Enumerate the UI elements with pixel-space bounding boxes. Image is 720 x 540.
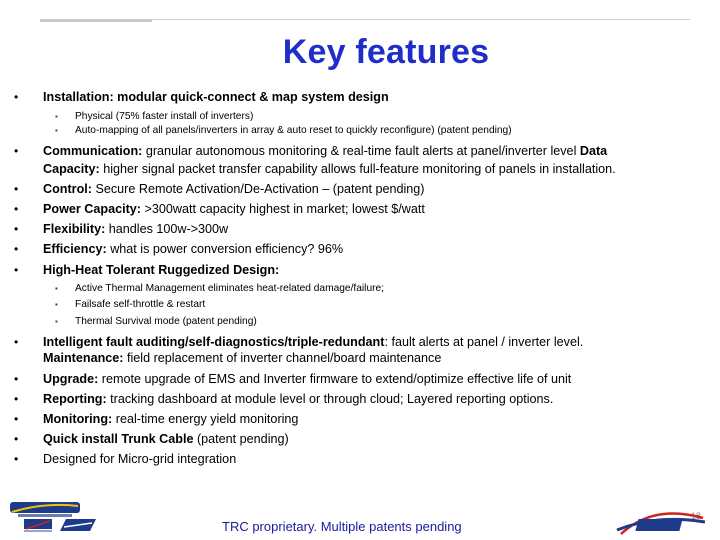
bullet-monitoring: • Monitoring: real-time energy yield monitoring bbox=[14, 412, 299, 426]
bullet-icon: • bbox=[14, 335, 19, 349]
bullet-icon: ▪ bbox=[55, 126, 58, 135]
footer-proprietary-notice: TRC proprietary. Multiple patents pending bbox=[222, 519, 462, 534]
bullet-icon: • bbox=[14, 202, 19, 216]
bullet-micro-grid: • Designed for Micro-grid integration bbox=[14, 452, 237, 466]
bullet-icon: • bbox=[14, 90, 19, 104]
page-number: 18 bbox=[691, 511, 702, 521]
bullet-power-capacity: • Power Capacity: >300watt capacity highest in market; lowest $/watt bbox=[14, 202, 425, 216]
bullet-icon: • bbox=[14, 372, 19, 386]
sub-bullet-auto-mapping: ▪ Auto-mapping of all panels/inverters in array & auto reset to quickly reconfigure) (patent pending) bbox=[55, 125, 512, 136]
bullet-flexibility: • Flexibility: handles 100w->300w bbox=[14, 222, 229, 236]
bullet-icon: • bbox=[14, 452, 19, 466]
bullet-icon: • bbox=[14, 432, 19, 446]
bullet-icon: • bbox=[14, 222, 19, 236]
bullet-icon: • bbox=[14, 144, 19, 158]
sub-bullet-thermal-survival: ▪ Thermal Survival mode (patent pending) bbox=[55, 316, 257, 327]
bullet-control: • Control: Secure Remote Activation/De-Activation – (patent pending) bbox=[14, 182, 425, 196]
bullet-icon: • bbox=[14, 392, 19, 406]
bullet-icon: • bbox=[14, 182, 19, 196]
cci-logo bbox=[58, 516, 98, 534]
bullet-icon: ▪ bbox=[55, 317, 58, 326]
bullet-icon: ▪ bbox=[55, 284, 58, 293]
bullet-upgrade: • Upgrade: remote upgrade of EMS and Inverter firmware to extend/optimize effective life of unit bbox=[14, 372, 572, 386]
bullet-installation: • Installation: modular quick-connect & map system design bbox=[14, 90, 389, 104]
bullet-reporting: • Reporting: tracking dashboard at module level or through cloud; Layered reporting options. bbox=[14, 392, 554, 406]
bullet-high-heat: • High-Heat Tolerant Ruggedized Design: bbox=[14, 263, 280, 277]
bullet-icon: • bbox=[14, 242, 19, 256]
bullet-icon: ▪ bbox=[55, 112, 58, 121]
bullet-efficiency: • Efficiency: what is power conversion efficiency? 96% bbox=[14, 242, 344, 256]
bullet-communication-line2: Capacity: higher signal packet transfer capability allows full-feature monitoring of panels in installation. bbox=[43, 162, 616, 176]
slide-title: Key features bbox=[282, 33, 490, 71]
bullet-maintenance: Maintenance: field replacement of inverter channel/board maintenance bbox=[43, 351, 442, 365]
bullet-fault-auditing: • Intelligent fault auditing/self-diagnostics/triple-redundant: fault alerts at panel / inverter level. bbox=[14, 335, 584, 349]
sub-bullet-physical: ▪ Physical (75% faster install of inverters) bbox=[55, 111, 254, 122]
bullet-icon: • bbox=[14, 263, 19, 277]
bullet-icon: • bbox=[14, 412, 19, 426]
sub-bullet-failsafe: ▪ Failsafe self-throttle & restart bbox=[55, 299, 206, 310]
bullet-communication: • Communication: granular autonomous monitoring & real-time fault alerts at panel/inverter level Data bbox=[14, 144, 608, 158]
bullet-icon: ▪ bbox=[55, 300, 58, 309]
trc-logo bbox=[613, 510, 709, 536]
bullet-trunk-cable: • Quick install Trunk Cable (patent pending) bbox=[14, 432, 289, 446]
est-logo bbox=[24, 517, 54, 533]
sub-bullet-thermal-management: ▪ Active Thermal Management eliminates heat-related damage/failure; bbox=[55, 283, 384, 294]
